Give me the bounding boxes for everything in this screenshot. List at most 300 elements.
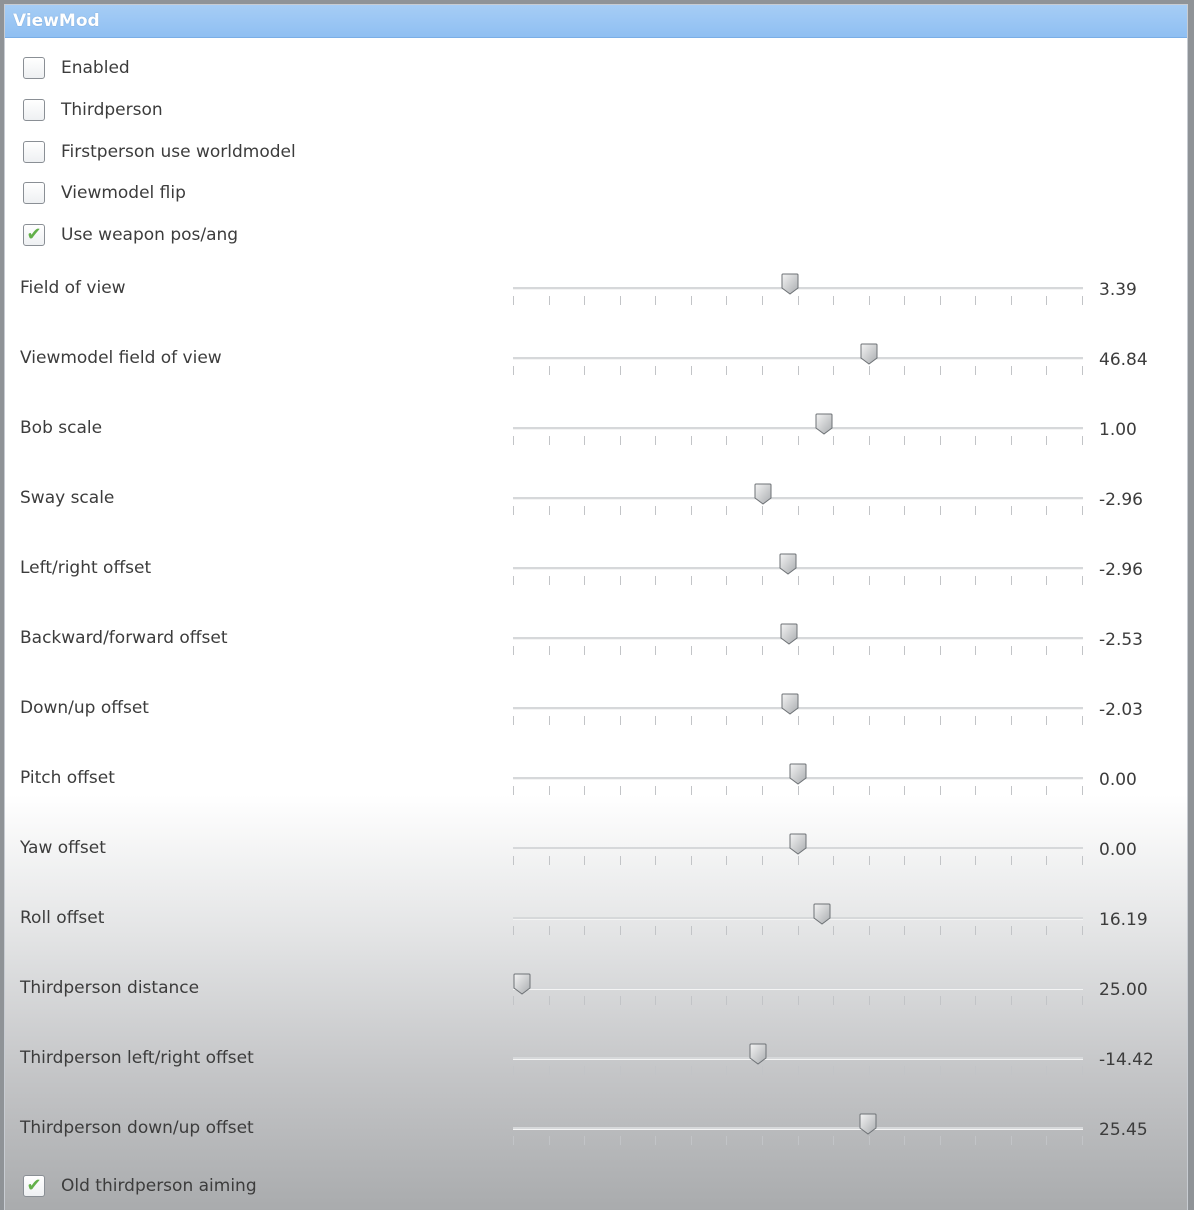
window-title: ViewMod <box>13 11 100 31</box>
slider-tick <box>620 506 621 515</box>
slider-tick <box>620 926 621 935</box>
viewmod-window <box>4 4 1188 1210</box>
slider-tick <box>513 576 514 585</box>
slider-label: Roll offset <box>20 908 105 928</box>
slider-label: Viewmodel field of view <box>20 348 222 368</box>
slider-tick <box>620 1066 621 1075</box>
slider-tick <box>1046 646 1047 655</box>
slider-tick <box>584 296 585 305</box>
slider-row <box>5 1043 1185 1083</box>
slider-tick <box>691 716 692 725</box>
slider-tick <box>762 926 763 935</box>
slider-row <box>5 413 1185 453</box>
slider-tick <box>655 926 656 935</box>
slider-tick <box>549 436 550 445</box>
slider-tick <box>1011 996 1012 1005</box>
slider-ticks <box>513 856 1083 866</box>
slider-tick <box>549 926 550 935</box>
slider-tick <box>513 1066 514 1075</box>
slider-tick <box>584 926 585 935</box>
slider-tick <box>584 436 585 445</box>
checkbox-box[interactable] <box>23 57 45 79</box>
slider-tick <box>975 576 976 585</box>
slider-tick <box>798 716 799 725</box>
slider-tick <box>762 786 763 795</box>
slider-value: -2.96 <box>1099 490 1143 510</box>
slider-tick <box>762 506 763 515</box>
slider-tick <box>549 786 550 795</box>
slider-tick <box>833 296 834 305</box>
slider-tick <box>1082 576 1083 585</box>
slider-tick <box>975 646 976 655</box>
slider-tick <box>620 646 621 655</box>
slider-row <box>5 833 1185 873</box>
slider-tick <box>620 1136 621 1145</box>
slider-tick <box>691 996 692 1005</box>
slider-tick <box>904 576 905 585</box>
slider-tick <box>1046 856 1047 865</box>
slider-tick <box>798 1066 799 1075</box>
slider-tick <box>869 926 870 935</box>
slider-tick <box>1011 1066 1012 1075</box>
slider-thumb-icon[interactable] <box>859 1113 877 1135</box>
slider-tick <box>584 576 585 585</box>
slider-tick <box>940 506 941 515</box>
slider-tick <box>904 716 905 725</box>
slider-tick <box>869 576 870 585</box>
slider-tick <box>726 926 727 935</box>
slider-tick <box>762 856 763 865</box>
slider-label: Thirdperson distance <box>20 978 200 998</box>
slider-tick <box>655 576 656 585</box>
slider-label: Bob scale <box>20 418 103 438</box>
slider-value: 1.00 <box>1099 420 1137 440</box>
slider-tick <box>691 646 692 655</box>
slider-tick <box>975 1136 976 1145</box>
slider-tick <box>620 996 621 1005</box>
slider-tick <box>940 1136 941 1145</box>
slider-tick <box>1011 646 1012 655</box>
slider-tick <box>869 506 870 515</box>
slider-tick <box>691 296 692 305</box>
slider-tick <box>798 646 799 655</box>
slider-tick <box>833 646 834 655</box>
slider-tick <box>513 436 514 445</box>
slider-thumb-icon[interactable] <box>781 273 799 295</box>
slider-tick <box>904 996 905 1005</box>
slider-tick <box>904 436 905 445</box>
slider-tick <box>1011 856 1012 865</box>
slider-ticks <box>513 506 1083 516</box>
slider-tick <box>584 506 585 515</box>
slider-track[interactable] <box>513 427 1083 430</box>
slider-label: Thirdperson down/up offset <box>20 1118 254 1138</box>
slider-tick <box>1011 926 1012 935</box>
slider-label: Thirdperson left/right offset <box>20 1048 254 1068</box>
slider-tick <box>691 926 692 935</box>
slider-tick <box>655 856 656 865</box>
slider-label: Backward/forward offset <box>20 628 228 648</box>
slider-tick <box>762 716 763 725</box>
checkbox-label: Old thirdperson aiming <box>61 1176 257 1196</box>
slider-row <box>5 343 1185 383</box>
slider-tick <box>975 996 976 1005</box>
slider-tick <box>513 366 514 375</box>
slider-track[interactable] <box>513 357 1083 360</box>
slider-tick <box>975 366 976 375</box>
slider-thumb-icon[interactable] <box>860 343 878 365</box>
slider-tick <box>691 856 692 865</box>
slider-tick <box>869 366 870 375</box>
slider-tick <box>975 786 976 795</box>
slider-track[interactable] <box>513 497 1083 500</box>
slider-tick <box>726 856 727 865</box>
slider-track[interactable] <box>513 567 1083 570</box>
slider-thumb-icon[interactable] <box>789 763 807 785</box>
slider-tick <box>940 646 941 655</box>
slider-tick <box>940 856 941 865</box>
slider-tick <box>513 506 514 515</box>
slider-tick <box>975 436 976 445</box>
slider-ticks <box>513 366 1083 376</box>
slider-tick <box>620 786 621 795</box>
slider-row <box>5 763 1185 803</box>
slider-tick <box>655 296 656 305</box>
slider-tick <box>869 786 870 795</box>
checkbox-box[interactable] <box>23 141 45 163</box>
slider-tick <box>726 646 727 655</box>
slider-track[interactable] <box>513 987 1083 990</box>
slider-tick <box>904 366 905 375</box>
slider-tick <box>975 856 976 865</box>
checkbox-label: Viewmodel flip <box>61 183 186 203</box>
slider-thumb-icon[interactable] <box>813 903 831 925</box>
slider-tick <box>1082 716 1083 725</box>
slider-tick <box>691 1066 692 1075</box>
slider-thumb-icon[interactable] <box>754 483 772 505</box>
slider-tick <box>762 436 763 445</box>
slider-tick <box>940 436 941 445</box>
slider-tick <box>798 296 799 305</box>
slider-tick <box>691 506 692 515</box>
slider-tick <box>940 366 941 375</box>
slider-ticks <box>513 1066 1083 1076</box>
slider-tick <box>1082 856 1083 865</box>
slider-tick <box>726 296 727 305</box>
slider-tick <box>869 856 870 865</box>
slider-tick <box>940 296 941 305</box>
slider-tick <box>549 716 550 725</box>
slider-tick <box>1082 996 1083 1005</box>
slider-tick <box>549 1066 550 1075</box>
slider-tick <box>584 856 585 865</box>
slider-tick <box>798 996 799 1005</box>
slider-tick <box>904 786 905 795</box>
slider-tick <box>940 716 941 725</box>
slider-tick <box>513 996 514 1005</box>
slider-tick <box>833 576 834 585</box>
slider-tick <box>1046 296 1047 305</box>
slider-tick <box>1011 1136 1012 1145</box>
slider-tick <box>833 436 834 445</box>
slider-tick <box>940 926 941 935</box>
slider-thumb-icon[interactable] <box>781 693 799 715</box>
slider-thumb-icon[interactable] <box>513 973 531 995</box>
slider-tick <box>1082 436 1083 445</box>
slider-tick <box>513 786 514 795</box>
slider-tick <box>513 646 514 655</box>
slider-tick <box>940 576 941 585</box>
slider-tick <box>798 576 799 585</box>
slider-tick <box>655 1066 656 1075</box>
slider-tick <box>620 436 621 445</box>
slider-tick <box>513 296 514 305</box>
slider-tick <box>904 1136 905 1145</box>
slider-tick <box>1011 436 1012 445</box>
slider-tick <box>584 716 585 725</box>
slider-tick <box>584 1066 585 1075</box>
slider-tick <box>584 996 585 1005</box>
slider-tick <box>620 576 621 585</box>
slider-tick <box>1011 506 1012 515</box>
slider-tick <box>904 856 905 865</box>
slider-ticks <box>513 786 1083 796</box>
slider-tick <box>833 716 834 725</box>
slider-tick <box>549 576 550 585</box>
slider-thumb-icon[interactable] <box>780 623 798 645</box>
slider-tick <box>762 576 763 585</box>
slider-tick <box>584 786 585 795</box>
slider-value: 3.39 <box>1099 280 1137 300</box>
slider-value: 46.84 <box>1099 350 1148 370</box>
slider-tick <box>1046 716 1047 725</box>
slider-tick <box>798 926 799 935</box>
checkmark-icon: ✔ <box>26 224 42 245</box>
slider-tick <box>620 296 621 305</box>
slider-tick <box>975 926 976 935</box>
slider-tick <box>549 646 550 655</box>
slider-track[interactable] <box>513 1057 1083 1060</box>
slider-row <box>5 483 1185 523</box>
slider-tick <box>904 506 905 515</box>
slider-tick <box>1011 366 1012 375</box>
slider-tick <box>798 786 799 795</box>
slider-tick <box>904 646 905 655</box>
slider-tick <box>655 996 656 1005</box>
slider-tick <box>691 366 692 375</box>
slider-tick <box>691 436 692 445</box>
slider-tick <box>1082 366 1083 375</box>
slider-tick <box>513 716 514 725</box>
slider-tick <box>691 576 692 585</box>
slider-row <box>5 553 1185 593</box>
slider-tick <box>620 856 621 865</box>
slider-thumb-icon[interactable] <box>789 833 807 855</box>
slider-ticks <box>513 296 1083 306</box>
slider-tick <box>1011 786 1012 795</box>
slider-tick <box>1046 786 1047 795</box>
slider-tick <box>1011 576 1012 585</box>
slider-thumb-icon[interactable] <box>779 553 797 575</box>
slider-tick <box>798 1136 799 1145</box>
slider-tick <box>833 926 834 935</box>
checkbox-label: Firstperson use worldmodel <box>61 142 296 162</box>
slider-tick <box>1082 1066 1083 1075</box>
title-bar[interactable] <box>5 5 1187 38</box>
slider-tick <box>762 296 763 305</box>
slider-tick <box>1082 926 1083 935</box>
slider-tick <box>549 366 550 375</box>
slider-ticks <box>513 646 1083 656</box>
slider-tick <box>1046 576 1047 585</box>
slider-value: 25.00 <box>1099 980 1148 1000</box>
slider-tick <box>762 1136 763 1145</box>
slider-tick <box>762 646 763 655</box>
slider-tick <box>620 716 621 725</box>
slider-ticks <box>513 576 1083 586</box>
slider-tick <box>869 296 870 305</box>
slider-tick <box>798 366 799 375</box>
slider-tick <box>726 786 727 795</box>
slider-tick <box>513 856 514 865</box>
slider-tick <box>655 436 656 445</box>
slider-ticks <box>513 716 1083 726</box>
slider-label: Yaw offset <box>20 838 106 858</box>
slider-tick <box>655 366 656 375</box>
slider-tick <box>975 1066 976 1075</box>
slider-ticks <box>513 1136 1083 1146</box>
slider-ticks <box>513 436 1083 446</box>
checkbox-box[interactable] <box>23 182 45 204</box>
slider-track[interactable] <box>513 1127 1083 1130</box>
slider-tick <box>549 856 550 865</box>
slider-label: Pitch offset <box>20 768 115 788</box>
checkbox-label: Enabled <box>61 58 130 78</box>
checkbox-box[interactable] <box>23 99 45 121</box>
slider-tick <box>975 716 976 725</box>
slider-tick <box>869 1136 870 1145</box>
slider-tick <box>726 576 727 585</box>
slider-tick <box>691 1136 692 1145</box>
slider-label: Left/right offset <box>20 558 152 578</box>
slider-thumb-icon[interactable] <box>815 413 833 435</box>
slider-row <box>5 693 1185 733</box>
slider-tick <box>1046 366 1047 375</box>
slider-row <box>5 973 1185 1013</box>
slider-tick <box>762 996 763 1005</box>
slider-tick <box>1082 506 1083 515</box>
slider-tick <box>904 926 905 935</box>
slider-row <box>5 1113 1185 1153</box>
checkbox-box[interactable] <box>23 1175 45 1197</box>
slider-tick <box>1046 1136 1047 1145</box>
slider-tick <box>549 506 550 515</box>
slider-tick <box>1082 786 1083 795</box>
slider-thumb-icon[interactable] <box>749 1043 767 1065</box>
slider-ticks <box>513 926 1083 936</box>
slider-tick <box>869 1066 870 1075</box>
checkbox-box[interactable] <box>23 224 45 246</box>
slider-value: -2.53 <box>1099 630 1143 650</box>
slider-tick <box>762 1066 763 1075</box>
slider-tick <box>1046 926 1047 935</box>
slider-tick <box>798 856 799 865</box>
slider-tick <box>1011 296 1012 305</box>
slider-row <box>5 903 1185 943</box>
slider-tick <box>549 996 550 1005</box>
slider-tick <box>584 1136 585 1145</box>
slider-tick <box>726 506 727 515</box>
slider-tick <box>655 506 656 515</box>
slider-value: 25.45 <box>1099 1120 1148 1140</box>
slider-tick <box>833 506 834 515</box>
checkbox-label: Thirdperson <box>61 100 163 120</box>
slider-tick <box>904 1066 905 1075</box>
slider-value: 0.00 <box>1099 840 1137 860</box>
slider-tick <box>726 1066 727 1075</box>
slider-tick <box>513 1136 514 1145</box>
slider-value: -14.42 <box>1099 1050 1154 1070</box>
slider-value: 16.19 <box>1099 910 1148 930</box>
slider-tick <box>869 646 870 655</box>
slider-tick <box>1046 436 1047 445</box>
slider-track[interactable] <box>513 917 1083 920</box>
slider-tick <box>1046 1066 1047 1075</box>
slider-tick <box>726 1136 727 1145</box>
slider-tick <box>833 996 834 1005</box>
slider-tick <box>726 436 727 445</box>
checkbox-label: Use weapon pos/ang <box>61 225 239 245</box>
slider-tick <box>833 856 834 865</box>
slider-tick <box>833 366 834 375</box>
slider-tick <box>655 646 656 655</box>
slider-tick <box>1082 296 1083 305</box>
slider-row <box>5 273 1185 313</box>
slider-value: -2.96 <box>1099 560 1143 580</box>
slider-tick <box>975 296 976 305</box>
slider-tick <box>1082 646 1083 655</box>
slider-tick <box>655 786 656 795</box>
slider-tick <box>726 996 727 1005</box>
slider-tick <box>549 1136 550 1145</box>
slider-tick <box>549 296 550 305</box>
slider-tick <box>833 1066 834 1075</box>
slider-tick <box>833 786 834 795</box>
slider-tick <box>584 366 585 375</box>
slider-value: 0.00 <box>1099 770 1137 790</box>
slider-tick <box>620 366 621 375</box>
slider-tick <box>655 1136 656 1145</box>
slider-tick <box>975 506 976 515</box>
slider-label: Down/up offset <box>20 698 149 718</box>
slider-label: Sway scale <box>20 488 115 508</box>
slider-tick <box>869 996 870 1005</box>
slider-tick <box>904 296 905 305</box>
slider-tick <box>869 436 870 445</box>
slider-ticks <box>513 996 1083 1006</box>
slider-tick <box>513 926 514 935</box>
slider-tick <box>869 716 870 725</box>
slider-tick <box>1011 716 1012 725</box>
slider-tick <box>691 786 692 795</box>
slider-value: -2.03 <box>1099 700 1143 720</box>
checkmark-icon: ✔ <box>26 1175 42 1196</box>
slider-tick <box>940 1066 941 1075</box>
slider-tick <box>584 646 585 655</box>
slider-tick <box>762 366 763 375</box>
slider-row <box>5 623 1185 663</box>
slider-tick <box>1082 1136 1083 1145</box>
